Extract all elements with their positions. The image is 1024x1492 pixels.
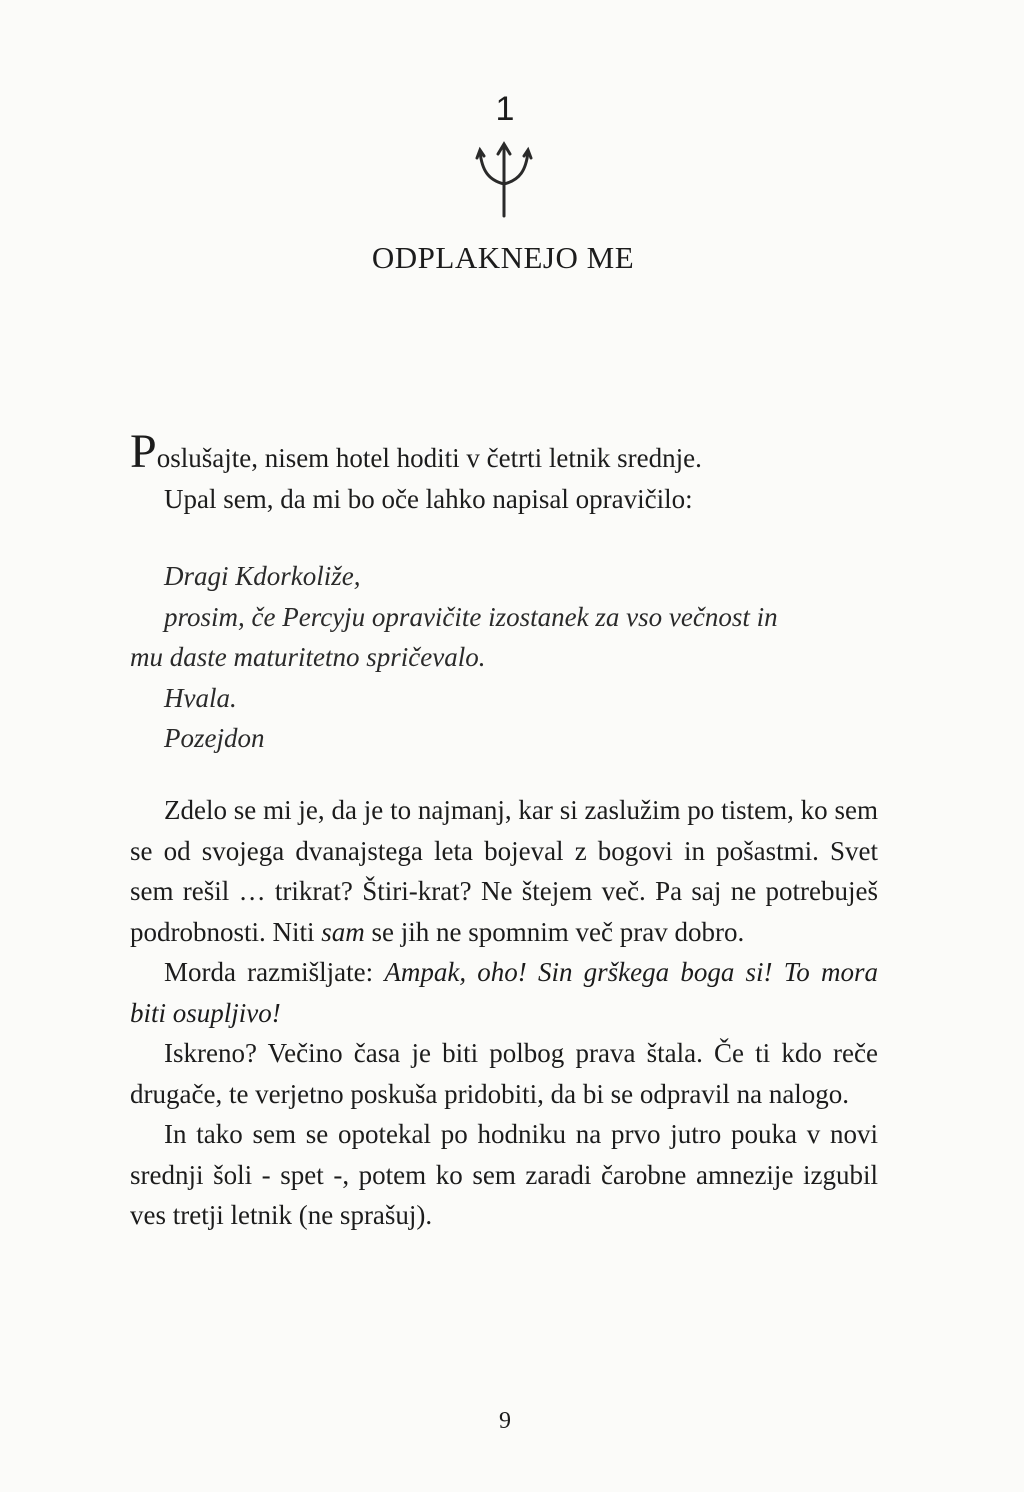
chapter-number: 1 (495, 90, 515, 128)
drop-cap: P (130, 425, 157, 478)
opening-line-2: Upal sem, da mi bo oče lahko napisal opravičilo: (164, 483, 693, 514)
opening-line (130, 425, 878, 479)
letter-body-line-1: prosim, če Percyju opravičite izostanek za vso večnost in (164, 601, 778, 632)
letter-block (130, 556, 878, 759)
paragraph-2-emphasis: Ampak, oho! Sin grškega boga si! To mora biti osupljivo! (130, 957, 878, 1028)
paragraph-2-text: Morda razmišljate: (164, 957, 374, 987)
page-number: 9 (499, 1408, 511, 1434)
paragraph-1-text: Zdelo se mi je, da je to najmanj, kar si zaslužim po tistem, ko sem se od svojega dvanajstega leta bojeval z bogovi in pošastmi. Svet sem rešil … trikrat? Štiri-krat? Ne štejem več. Pa saj ne potrebuješ podrobnosti. Niti (130, 795, 878, 947)
letter-signature: Pozejdon (164, 723, 265, 753)
opening-line-text: oslušajte, nisem hotel hoditi v četrti letnik srednje. (156, 443, 702, 473)
paragraph-1 (130, 790, 878, 952)
opening-paragraph (130, 425, 878, 519)
paragraph-1-end: se jih ne spomnim več prav dobro. (371, 916, 745, 947)
paragraph-3: Iskreno? Večino časa je biti polbog prava štala. Če ti kdo reče drugače, te verjetno poskuša pridobiti, da bi se odpravil na nalogo. (130, 1038, 878, 1109)
paragraph-4: In tako sem se opotekal po hodniku na prvo jutro pouka v novi srednji šoli - spet -, potem ko sem zaradi čarobne amnezije izgubil ves tretji letnik (ne sprašuj). (130, 1119, 878, 1230)
letter-body-line-2: mu daste maturitetno spričevalo. (130, 642, 486, 672)
body-text (130, 790, 878, 1236)
letter-thanks: Hvala. (164, 682, 237, 713)
trident-icon (474, 140, 534, 220)
paragraph-2 (130, 952, 878, 1033)
paragraph-1-emphasis: sam (321, 916, 365, 947)
chapter-title: ODPLAKNEJO ME (371, 240, 635, 275)
letter-greeting: Dragi Kdorkoliže, (164, 561, 361, 591)
